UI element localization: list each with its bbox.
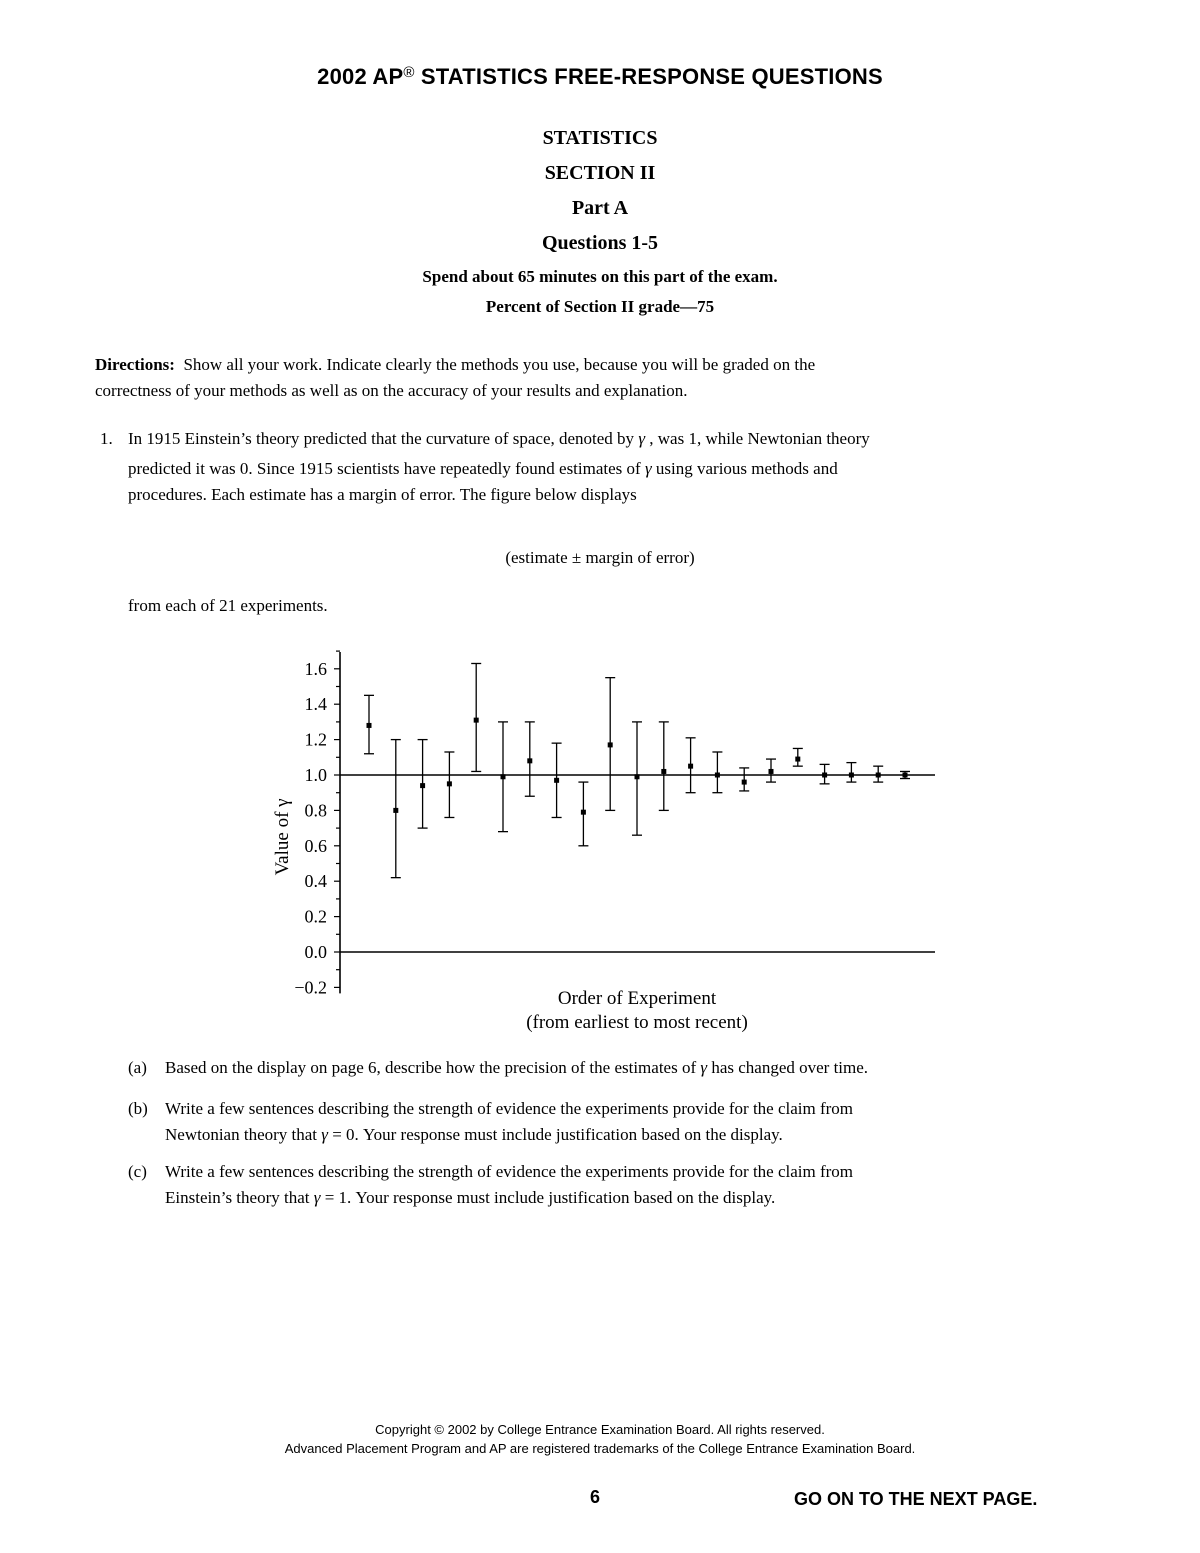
part-c-tag: (c) bbox=[128, 1162, 147, 1181]
header-title-pre: 2002 AP bbox=[317, 64, 404, 89]
estimate-point bbox=[420, 783, 425, 788]
gamma-symbol: γ bbox=[321, 1125, 328, 1144]
copyright-line: Copyright © 2002 by College Entrance Examination Board. All rights reserved. bbox=[375, 1422, 825, 1437]
part-c bbox=[128, 1159, 1128, 1211]
q1-line1-b: , was 1, while Newtonian theory bbox=[645, 429, 870, 448]
estimate-point bbox=[447, 781, 452, 786]
estimate-point bbox=[367, 723, 372, 728]
part-c-line2-b: = 1. Your response must include justification based on the display. bbox=[320, 1188, 776, 1207]
section-part: Part A bbox=[571, 197, 629, 219]
part-b-line1: Write a few sentences describing the strength of evidence the experiments provide for the claim from bbox=[165, 1099, 854, 1118]
gamma-symbol: γ bbox=[313, 1188, 321, 1207]
header-title-post: STATISTICS FREE-RESPONSE QUESTIONS bbox=[414, 64, 883, 89]
y-tick-label: 0.2 bbox=[304, 906, 327, 927]
section-time: Spend about 65 minutes on this part of the exam. bbox=[422, 267, 778, 286]
directions bbox=[95, 352, 1115, 404]
estimate-point bbox=[474, 718, 479, 723]
part-b-line2-a: Newtonian theory that bbox=[165, 1125, 322, 1144]
y-tick-label: 1.4 bbox=[304, 694, 327, 715]
page-header bbox=[0, 64, 1200, 90]
part-a-text-b: has changed over time. bbox=[707, 1058, 869, 1077]
estimate-point bbox=[554, 778, 559, 783]
estimate-point bbox=[635, 774, 640, 779]
part-a bbox=[128, 1055, 1128, 1081]
directions-text-2: correctness of your methods as well as on the accuracy of your results and explanation. bbox=[95, 381, 688, 400]
part-a-text-a: Based on the display on page 6, describe how the precision of the estimates of bbox=[165, 1058, 701, 1077]
estimate-point bbox=[501, 774, 506, 779]
registered-mark: ® bbox=[403, 64, 415, 81]
gamma-symbol: γ bbox=[644, 459, 652, 478]
section-subject: STATISTICS bbox=[542, 127, 658, 149]
next-page-notice: GO ON TO THE NEXT PAGE. bbox=[794, 1489, 1038, 1509]
question-1-text bbox=[128, 426, 1118, 508]
error-bar-chart bbox=[0, 640, 1200, 1040]
part-b bbox=[128, 1096, 1128, 1148]
estimate-point bbox=[581, 810, 586, 815]
estimate-point bbox=[876, 773, 881, 778]
estimate-point bbox=[849, 773, 854, 778]
x-axis-label: Order of Experiment bbox=[557, 988, 717, 1009]
estimate-point bbox=[715, 773, 720, 778]
section-percent: Percent of Section II grade—75 bbox=[485, 297, 715, 316]
estimate-point bbox=[527, 758, 532, 763]
y-tick-label: 0.0 bbox=[304, 942, 327, 962]
q1-line1-a: In 1915 Einstein’s theory predicted that the curvature of space, denoted by bbox=[128, 429, 639, 448]
y-tick-label: 1.2 bbox=[304, 729, 327, 750]
estimate-point bbox=[661, 769, 666, 774]
q1-line3: procedures. Each estimate has a margin of error. The figure below displays bbox=[128, 485, 637, 504]
y-tick-label: 0.6 bbox=[304, 835, 327, 856]
q1-line2-a: predicted it was 0. Since 1915 scientists have repeatedly found estimates of bbox=[128, 459, 645, 478]
estimate-point bbox=[822, 773, 827, 778]
estimate-point bbox=[393, 808, 398, 813]
estimate-point bbox=[608, 742, 613, 747]
part-b-tag: (b) bbox=[128, 1099, 148, 1118]
y-tick-label: 1.6 bbox=[304, 658, 327, 679]
gamma-symbol: γ bbox=[638, 429, 646, 448]
estimate-point bbox=[903, 773, 908, 778]
part-a-tag: (a) bbox=[128, 1058, 147, 1077]
estimate-point bbox=[688, 764, 693, 769]
estimate-point bbox=[742, 780, 747, 785]
question-number: 1. bbox=[100, 429, 113, 448]
y-tick-label: −0.2 bbox=[294, 977, 327, 998]
y-tick-label: 1.0 bbox=[304, 765, 327, 785]
estimate-point bbox=[769, 769, 774, 774]
part-c-line1: Write a few sentences describing the strength of evidence the experiments provide for the claim from bbox=[165, 1162, 854, 1181]
y-tick-label: 0.4 bbox=[304, 871, 327, 892]
directions-label: Directions: bbox=[95, 355, 175, 374]
trademark-line: Advanced Placement Program and AP are registered trademarks of the College Entrance Examination Board. bbox=[284, 1441, 916, 1456]
q1-line2-b: using various methods and bbox=[651, 459, 838, 478]
estimate-point bbox=[795, 757, 800, 762]
gamma-symbol: γ bbox=[700, 1058, 708, 1077]
estimate-formula: (estimate ± margin of error) bbox=[505, 548, 695, 567]
part-b-line2-b: = 0. Your response must include justification based on the display. bbox=[327, 1125, 783, 1144]
section-questions: Questions 1-5 bbox=[541, 232, 659, 254]
q1-line4: from each of 21 experiments. bbox=[128, 596, 328, 615]
directions-text-1: Show all your work. Indicate clearly the methods you use, because you will be graded on the bbox=[183, 355, 816, 374]
page-number: 6 bbox=[590, 1487, 601, 1507]
y-tick-label: 0.8 bbox=[304, 800, 327, 821]
section-number: SECTION II bbox=[544, 162, 656, 184]
y-axis-label: Value of γ bbox=[272, 798, 293, 876]
x-axis-sublabel: (from earliest to most recent) bbox=[526, 1012, 748, 1033]
part-c-line2-a: Einstein’s theory that bbox=[165, 1188, 314, 1207]
